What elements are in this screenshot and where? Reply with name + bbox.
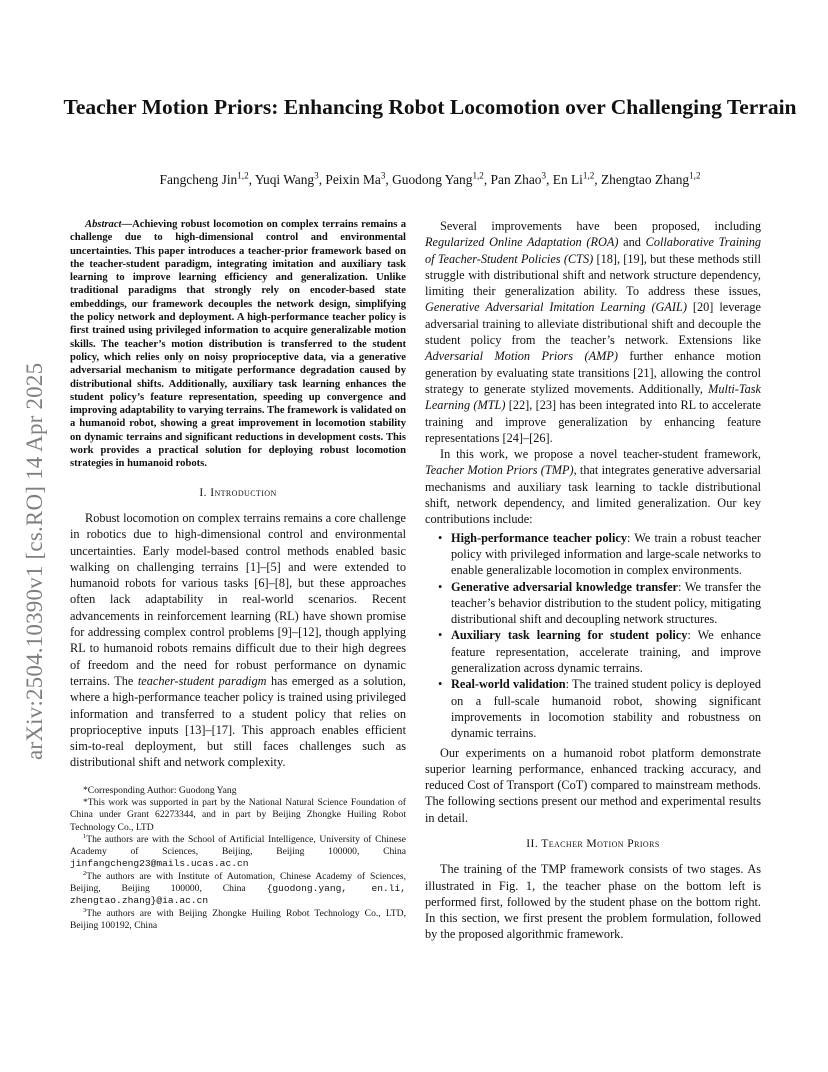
email-1: jinfangcheng23@mails.ucas.ac.cn	[70, 858, 249, 870]
contribution-text: : We train a robust teacher policy with privileged information and large-scale networks to enable generalizable locomotion in complex environments.	[451, 530, 762, 578]
contribution-heading: High-performance teacher policy	[451, 530, 627, 545]
bullet-dot-icon: •	[438, 579, 443, 594]
intro-text-b: has emerged as a solution, where a high-performance teacher policy is trained using privileged information and transferred to a student policy that relies on proprioceptive inputs [13]–[17]. This approach enables efficient sim-to-real deployment, but still faces challenges such as distributional shift and network complexity.	[70, 673, 406, 770]
footnote-affiliation-3	[70, 908, 406, 933]
footnote-text-1: The authors are with the School of Artificial Intelligence, University of Chinese Academy of Sciences, Beijing, Beijing 100000, China	[70, 833, 406, 858]
author-name: Peixin Ma	[325, 172, 381, 187]
bullet-dot-icon: •	[438, 530, 443, 545]
abstract-lead: Abstract	[85, 219, 122, 230]
text-run: [18], [19], but these methods still struggle with distributional shift and network structure dependency, limiting their generalization ability. To address these issues,	[425, 251, 761, 299]
author-list: Fangcheng Jin$^{1,2}$, Yuqi Wang$^3$, Peixin Ma$^3$, Guodong Yang$^{1,2}$, Pan Zhao$^3$, En Li$^{1,2}$, Zhengtao Zhang$^{1,2}$	[159, 170, 701, 187]
abstract	[70, 218, 406, 471]
footnotes	[70, 785, 406, 933]
italic-term: Regularized Online Adaptation (ROA)	[425, 235, 619, 250]
contribution-heading: Auxiliary task learning for student policy	[451, 628, 688, 643]
author-name: Yuqi Wang	[254, 172, 315, 187]
text-run: and	[618, 235, 646, 250]
footnote-mark-3: 3	[83, 906, 87, 914]
footnote-mark-1: 1	[83, 832, 87, 840]
tmp-intro-paragraph: The training of the TMP framework consists of two stages. As illustrated in Fig. 1, the teacher phase on the bottom left is performed first, followed by the student phase on the bottom right. In this section, we first present the problem formulation, followed by the proposed algorithmic framework.	[425, 862, 761, 942]
contributions-list	[425, 530, 761, 742]
intro-paragraph	[70, 510, 406, 771]
section-heading-introduction: I. Introduction	[199, 485, 277, 499]
contribution-item	[438, 579, 761, 628]
footnote-funding: *This work was supported in part by the National Natural Science Foundation of China under Grant 62273344, and in part by Beijing Zhongke Huiling Robot Technology Co., LTD	[70, 796, 406, 833]
footnote-text-2: The authors are with Institute of Automation, Chinese Academy of Sciences, Beijing, Beijing 100000, China	[70, 870, 406, 895]
bullet-dot-icon: •	[438, 628, 443, 643]
text-run: further enhance motion generation by evaluating state transitions [21], allowing the control strategy to generate stylized movements. Additionally,	[425, 349, 761, 396]
author-name: Guodong Yang	[392, 172, 473, 187]
italic-term: Collaborative Training of Teacher-Student Policies (CTS)	[425, 235, 761, 266]
footnote-affiliation-2	[70, 871, 406, 908]
contribution-item	[438, 530, 762, 579]
contribution-text: : We transfer the teacher’s behavior distribution to the student policy, mitigating distributional shift and decoupling network structures.	[451, 579, 761, 627]
author-affiliation-mark: 3	[541, 170, 547, 181]
contribution-item	[438, 627, 761, 676]
text-run: [20] leverage adversarial training to alleviate distributional shift and decouple the student policy from the teacher’s network. Extensions like	[425, 300, 761, 348]
author-affiliation-mark: 1,2	[472, 170, 484, 181]
author-name: Pan Zhao	[490, 172, 542, 187]
author-affiliation-mark: 1,2	[689, 170, 701, 181]
intro-emphasis: teacher-student paradigm	[137, 673, 267, 688]
text-run: [22], [23] has been integrated into RL to accelerate training and improve generalization by enhancing feature representations [24]–[26].	[425, 398, 761, 445]
author-name: En Li	[552, 172, 583, 187]
author-name: Zhengtao Zhang	[600, 172, 690, 187]
text-run: Several improvements have been proposed, including	[440, 219, 761, 233]
related-work-paragraph	[425, 218, 761, 446]
footnote-affiliation-1	[70, 834, 406, 871]
contribution-heading: Real-world validation	[451, 677, 566, 692]
proposal-paragraph	[425, 446, 761, 527]
left-column	[70, 218, 406, 932]
contribution-item	[438, 676, 761, 741]
footnote-mark-2: 2	[83, 869, 87, 877]
author-name: Fangcheng Jin	[159, 172, 238, 187]
author-affiliation-mark: 1,2	[582, 170, 595, 181]
italic-term: Generative Adversarial Imitation Learning (GAIL)	[425, 300, 687, 315]
italic-term: Adversarial Motion Priors (AMP)	[425, 349, 618, 364]
author-affiliation-mark: 1,2	[237, 170, 249, 181]
text-run: , that integrates generative adversarial mechanisms and auxiliary task learning to tackle distributional shift, network dependency, and limited generalization. Our key contributions include:	[425, 463, 761, 527]
author-affiliation-mark: 3	[314, 170, 319, 181]
paper-title: Teacher Motion Priors: Enhancing Robot Locomotion over Challenging Terrain	[63, 95, 797, 119]
abstract-text: —Achieving robust locomotion on complex terrains remains a challenge due to high-dimensional control and environmental uncertainties. This paper introduces a teacher-prior framework based on the teacher-student paradigm, integrating imitation and auxiliary task learning to improve learning efficiency and generalization. Unlike traditional paradigms that strongly rely on encoder-based state embeddings, our framework decouples the network design, simplifying the policy network and deployment. A high-performance teacher policy is first trained using privileged information to acquire generalizable motion skills. The teacher’s motion distribution is transferred to the student policy, which relies only on noisy proprioceptive data, via a generative adversarial mechanism to mitigate performance degradation caused by distributional shifts. Additionally, auxiliary task learning enhances the student policy’s feature representation, speeding up convergence and improving adaptability to varying terrains. The framework is validated on a humanoid robot, showing a great improvement in locomotion stability on dynamic terrains and significant reductions in development costs. This work provides a practical solution for deploying robust locomotion strategies in humanoid robots.	[70, 219, 406, 470]
arxiv-identifier: arXiv:2504.10390v1 [cs.RO] 14 Apr 2025	[22, 362, 47, 760]
italic-term: Teacher Motion Priors (TMP)	[425, 463, 574, 478]
italic-term: Multi-Task Learning (MTL)	[425, 381, 761, 413]
bullet-dot-icon: •	[438, 677, 443, 692]
contribution-text: : We enhance feature representation, accelerate training, and improve generalization across dynamic terrains.	[451, 628, 761, 676]
contribution-heading: Generative adversarial knowledge transfer	[451, 579, 678, 594]
contribution-text: : The trained student policy is deployed on a full-scale humanoid robot, showing significant improvements in locomotion stability and robustness on dynamic terrains.	[451, 677, 761, 741]
footnote-text-3: The authors are with Beijing Zhongke Huiling Robot Technology Co., LTD, Beijing 100192, China	[70, 907, 406, 931]
section-heading-tmp: II. Teacher Motion Priors	[526, 836, 660, 850]
experiments-paragraph: Our experiments on a humanoid robot platform demonstrate superior learning performance, enhanced tracking accuracy, and reduced Cost of Transport (CoT) compared to mainstream methods. The following sections present our method and experimental results in detail.	[425, 745, 761, 825]
text-run: In this work, we propose a novel teacher-student framework,	[440, 447, 761, 462]
footnote-corresponding: *Corresponding Author: Guodong Yang	[83, 784, 237, 796]
right-column	[425, 218, 761, 943]
intro-text-a: Robust locomotion on complex terrains remains a core challenge in robotics due to high-dimensional control and environmental uncertainties. Early model-based control methods enabled basic walking on challenging terrains [1]–[5] and were extended to humanoid robots for various tasks [6]–[8], but these approaches often lack adaptability in real-world scenarios. Recent advancements in reinforcement learning (RL) have shown promise for addressing complex control problems [9]–[12], though applying RL to humanoid robots remains difficult due to their high degrees of freedom and the need for robust performance on dynamic terrains. The	[70, 510, 406, 688]
author-affiliation-mark: 3	[380, 170, 386, 181]
email-2: {guodong.yang, en.li, zhengtao.zhang}@ia.ac.cn	[70, 883, 406, 907]
